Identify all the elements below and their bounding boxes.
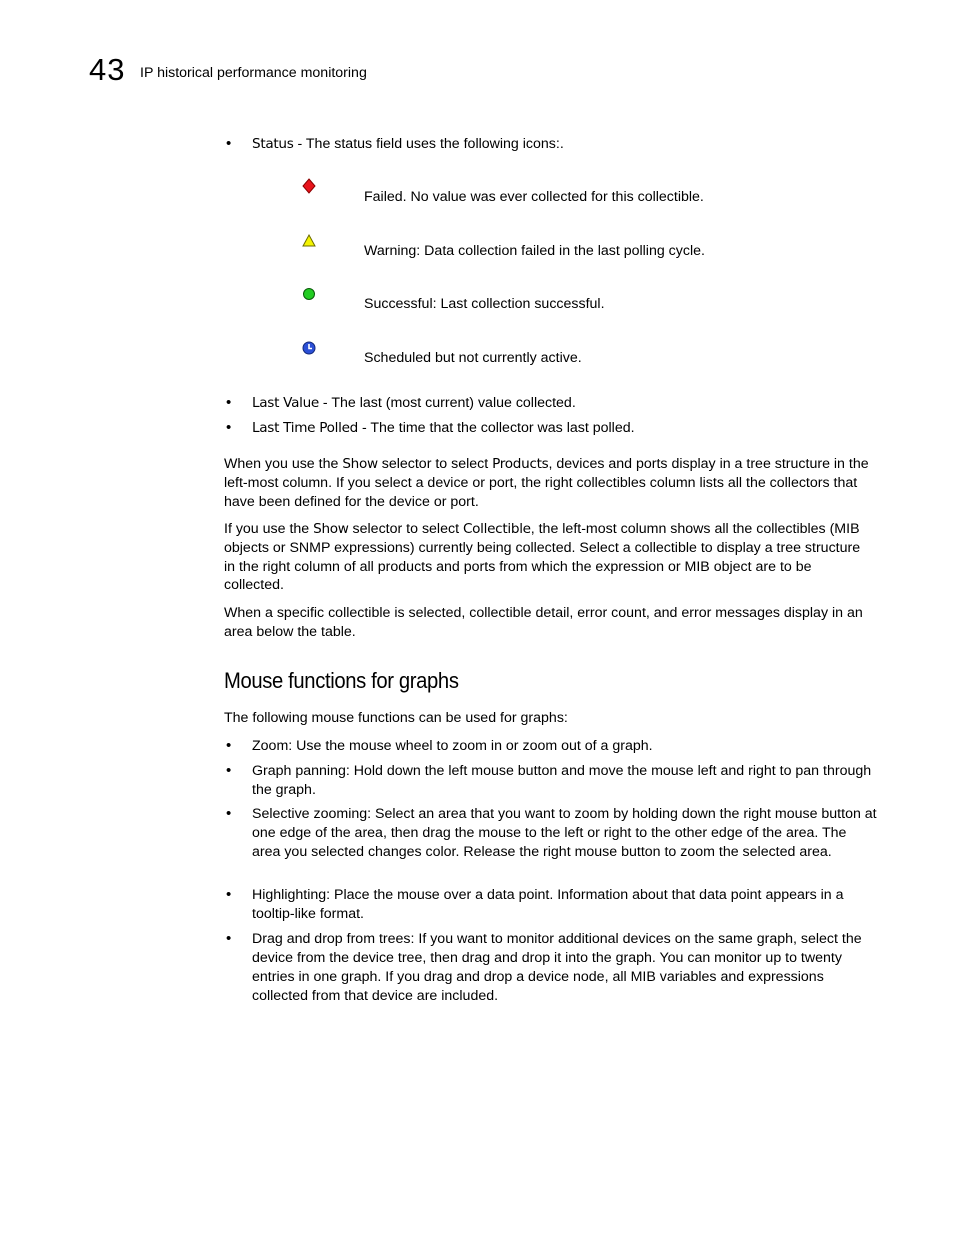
status-failed-description: Failed. No value was ever collected for this collectible. xyxy=(364,189,704,205)
status-scheduled-description: Scheduled but not currently active. xyxy=(364,350,582,366)
section-heading: Mouse functions for graphs xyxy=(224,668,459,693)
list-item-selective-zooming: Selective zooming: Select an area that you want to zoom by holding down the right mouse button at one edge of the area, then drag the mouse to the left or right to the other edge of the area. The area you selected changes color. Release the right mouse button to zoom the selected area. xyxy=(252,806,877,860)
term-last-time-polled: Last Time Polled xyxy=(252,420,359,436)
status-success-description: Successful: Last collection successful. xyxy=(364,296,605,312)
para1-text-a: When you use the xyxy=(224,456,343,472)
bullet-marker: • xyxy=(226,805,232,822)
list-item-highlighting: Highlighting: Place the mouse over a data point. Information about that data point appears in a tooltip-like format. xyxy=(252,887,844,922)
status-warning-description: Warning: Data collection failed in the last polling cycle. xyxy=(364,243,705,259)
last-value-text: - The last (most current) value collected. xyxy=(318,395,576,411)
bullet-marker: • xyxy=(226,419,232,436)
red-diamond-icon xyxy=(301,178,317,194)
bullet-marker: • xyxy=(226,737,232,754)
section-intro: The following mouse functions can be used for graphs: xyxy=(224,710,568,726)
green-circle-icon xyxy=(301,286,317,302)
blue-clock-icon xyxy=(301,340,317,356)
last-time-polled-text: - The time that the collector was last polled. xyxy=(358,420,635,436)
bullet-marker: • xyxy=(226,135,232,152)
list-item-drag-and-drop: Drag and drop from trees: If you want to monitor additional devices on the same graph, select the device from the device tree, then drag and drop it into the graph. You can monitor up to twenty entries in one graph. If you drag and drop a device node, all MIB variables and expressions collected from that device are included. xyxy=(252,931,862,1004)
status-bullet-text: - The status field uses the following icons:. xyxy=(293,136,564,152)
bullet-marker: • xyxy=(226,886,232,903)
term-collectible: Collectible xyxy=(462,521,531,537)
term-last-value: Last Value xyxy=(252,395,319,411)
chapter-number: 43 xyxy=(89,52,126,87)
para2-text-a: If you use the xyxy=(224,521,314,537)
list-item-graph-panning: Graph panning: Hold down the left mouse button and move the mouse left and right to pan through the graph. xyxy=(252,763,872,798)
para2-text-c: , the left-most column shows all the collectibles (MIB objects or SNMP expressions) currently being collected. Select a collectible to display a tree structure in the right column of all products and ports from which the expression or MIB object are to be collected. xyxy=(224,521,861,594)
list-item-zoom: Zoom: Use the mouse wheel to zoom in or zoom out of a graph. xyxy=(252,738,653,754)
term-show: Show xyxy=(342,456,378,472)
term-products: Products xyxy=(492,456,549,472)
paragraph-show-products xyxy=(224,455,874,511)
term-show: Show xyxy=(313,521,349,537)
paragraph-show-collectible xyxy=(224,520,874,595)
yellow-triangle-icon xyxy=(301,233,317,249)
chapter-title: IP historical performance monitoring xyxy=(140,65,367,81)
status-bullet xyxy=(252,135,877,154)
para1-text-c: , devices and ports display in a tree structure in the left-most column. If you select a device or port, the right collectibles column lists all the collectors that have been defined for the device or port. xyxy=(224,456,869,510)
last-time-polled-bullet xyxy=(252,419,877,438)
paragraph-collectible-detail: When a specific collectible is selected, collectible detail, error count, and error messages display in an area below the table. xyxy=(224,605,863,640)
term-status: Status xyxy=(252,136,294,152)
para2-text-b: selector to select xyxy=(348,521,463,537)
bullet-marker: • xyxy=(226,930,232,947)
para1-text-b: selector to select xyxy=(377,456,493,472)
bullet-marker: • xyxy=(226,394,232,411)
last-value-bullet xyxy=(252,394,877,413)
bullet-marker: • xyxy=(226,762,232,779)
